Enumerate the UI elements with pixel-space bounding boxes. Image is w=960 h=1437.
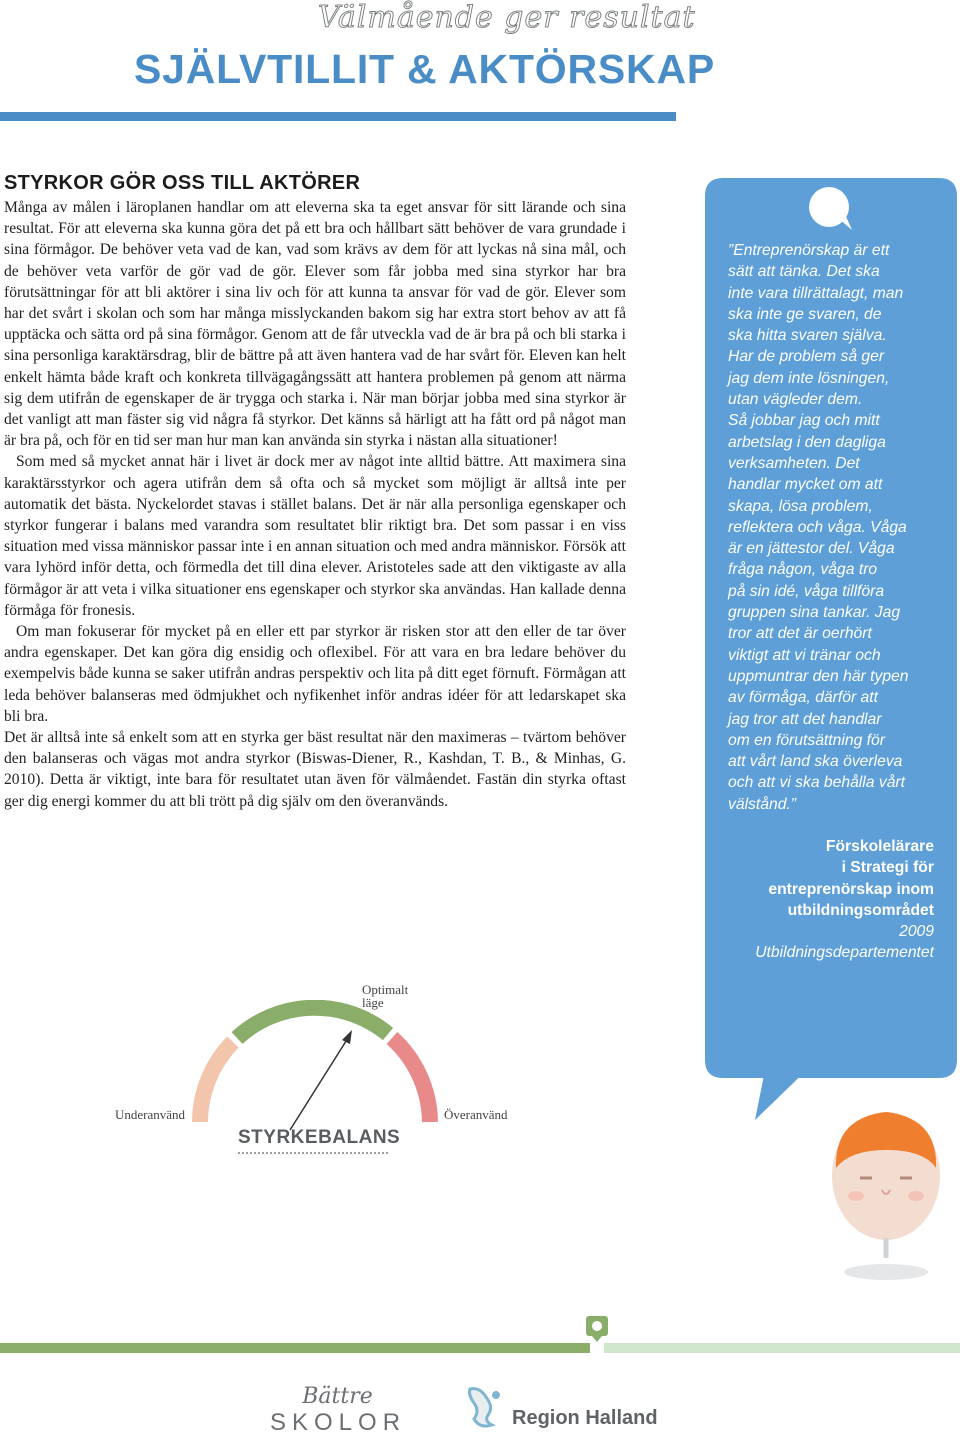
gauge-title: STYRKEBALANS — [238, 1127, 401, 1148]
gauge-label-optimal: Optimalt läge — [362, 982, 409, 1010]
gauge-label-under: Underanvänd — [115, 1107, 186, 1122]
logo-region-halland-text: Region Halland — [512, 1407, 658, 1429]
footer-bar-left — [0, 1343, 590, 1353]
region-halland-emblem — [466, 1385, 508, 1429]
title-underline — [0, 112, 676, 121]
gauge-segment-over — [392, 1038, 430, 1122]
gauge-needle — [290, 1038, 348, 1130]
section-heading: STYRKOR GÖR OSS TILL AKTÖRER — [4, 172, 361, 194]
paragraph: Det är alltså inte så enkelt som att en styrka ger bäst resultat när den maximeras – tvärtom behöver den balanseras och vägas mot andra styrkor (Biswas-Diener, R., Kashdan, T. B., & Minhas, G. 2010). Detta är viktigt, inte bara för resultatet utan även för välmåendet. Fastän din styrka oftast ger dig energi kommer du att bli trött på dig själv om den överanvänds. — [4, 729, 626, 810]
paragraph: Många av målen i läroplanen handlar om att eleverna ska ta eget ansvar för sitt lärande och sina resultat. För att eleverna ska kunna göra det på ett bra och hållbart sätt behöver de vara grundade i sina förmågor. De behöver veta vad de kan, vad som krävs av dem för att lyckas nå sina mål, och de behöver veta varför de gör vad de gör. Elever som får jobba med sina styrkor har bra förutsättningar för att bli aktörer i sina liv och för att kunna ta ansvar för vad de gör. Elever som har det svårt i skolan och som har många misslyckanden bakom sig har extra stort behov av att få upptäcka och sätta ord på sina förmågor. Genom att de får utveckla vad de är bra på och bli starka i sina personliga karaktärsdrag, blir de bättre på att även hantera vad de har svårt för. Eleven kan helt enkelt hämta både kraft och konkreta tillvägagångssätt att hantera problemen på genom att närma sig dem utifrån de egenskaper de är trygga och starka i. När man börjar jobba med sina styrkor är det vanligt att man fäster sig vid några få styrkor. Det känns så härligt att ha fått ord på något man är bra på, och för en tid ser man hur man kan använda sin styrka i nästan alla situationer! — [4, 199, 626, 450]
gauge-label-over: Överanvänd — [444, 1107, 508, 1122]
logo-battre-skolor: Bättre SKOLOR — [270, 1384, 407, 1436]
attribution-role: Förskolelärare i Strategi för entreprenörskap inom utbildningsområdet — [768, 838, 934, 919]
kicker-script-title: Välmående ger resultat — [318, 0, 696, 35]
chat-bubble-icon — [808, 186, 854, 232]
page-title: SJÄLVTILLIT & AKTÖRSKAP — [134, 46, 716, 92]
paragraph: Som med så mycket annat här i livet är dock mer av något inte alltid bättre. Att maximera sina karaktärsstyrkor och agera utifrån dem så ofta och så mycket som möjligt är alltså inte per automatik det bästa. Nyckelordet stavas i stället balans. Det är när alla personliga egenskaper och styrkor fungerar i balans med varandra som resultatet blir riktigt bra. Det som passar i en viss situation med vissa människor passar inte i en annan situation och med andra människor. Försök att vara lyhörd inför detta, och förmedla det till dina elever. Aristoteles sade att den viktigaste av alla förmågor är att veta i vilka situationer ens egenskaper och styrkor ska användas. Han kallade denna förmåga för fronesis. — [4, 453, 626, 619]
person-illustration — [820, 1098, 950, 1298]
paragraph: Om man fokuserar för mycket på en eller ett par styrkor är risken stor att den eller de tar över andra egenskaper. Det kan göra dig ensidig och oflexibel. För att vara en bra ledare behöver du exempelvis både kunna se saker utifrån andras perspektiv och lita på ditt eget förnuft. Förmågan att leda behöver balanseras med ödmjukhet och nyfikenhet inför andras idéer för att ledarskapet ska bli bra. — [4, 623, 626, 725]
gauge-needle-tip — [342, 1030, 352, 1044]
attribution-source: Utbildningsdepartementet — [755, 944, 934, 962]
gauge-title-underline — [238, 1152, 388, 1154]
footer-bar-right — [604, 1343, 960, 1353]
attribution-year: 2009 — [899, 923, 934, 941]
article-body — [4, 197, 626, 812]
gauge-segment-optimal — [237, 1008, 388, 1038]
quote-attribution — [720, 836, 934, 964]
gauge-segment-under — [200, 1042, 233, 1122]
page-marker-icon — [586, 1316, 608, 1342]
sidebar-quote: ”Entreprenörskap är ett sätt att tänka. Det ska inte vara tillrättalagt, man ska inte ge svaren, de ska hitta svaren själva. Har de problem så ger jag dem inte lösningen, utan vägleder dem. Så jobbar jag och mitt arbetslag i den dagliga verksamheten. Det handlar mycket om att skapa, lösa problem, reflektera och våga. Våga är en jättestor del. Våga fråga någon, våga tro på sin idé, våga tillföra gruppen sina tankar. Jag tror att det är oerhört viktigt att vi tränar och uppmuntrar den här typen av förmåga, därför att jag tror att det handlar om en förutsättning för att vårt land ska överleva och att vi ska behålla vårt välstånd.” — [728, 242, 909, 813]
strength-balance-gauge — [170, 1000, 460, 1140]
